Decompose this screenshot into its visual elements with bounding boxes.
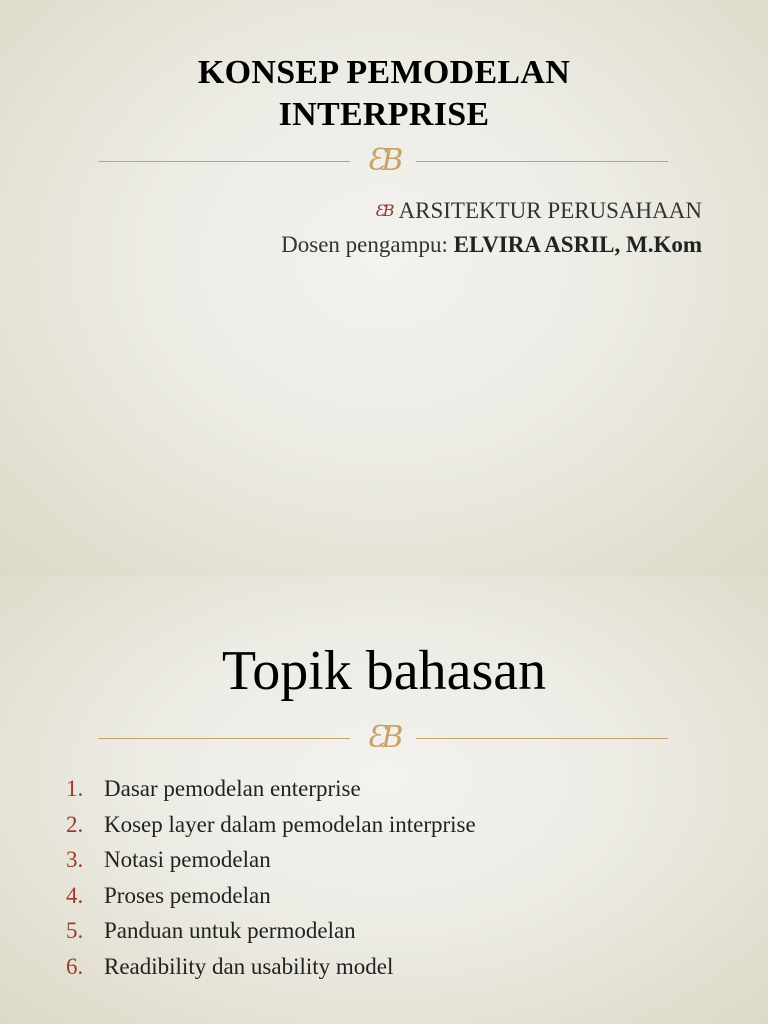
list-item	[66, 771, 726, 807]
slide-title-heading	[0, 52, 768, 136]
list-item	[66, 842, 726, 878]
list-item	[66, 878, 726, 914]
divider-rule-left	[98, 738, 350, 739]
title-line-2: INTERPRISE	[278, 96, 490, 133]
list-item	[66, 807, 726, 843]
list-item-number: 2.	[66, 811, 84, 837]
flourish-icon: ƐВ	[366, 720, 400, 755]
list-item	[66, 949, 726, 985]
title-line-1: KONSEP PEMODELAN	[197, 54, 571, 91]
divider-rule-right	[416, 738, 668, 739]
list-item-text: Readibility dan usability model	[104, 953, 394, 979]
divider-rule-left	[98, 161, 350, 162]
list-item-text: Notasi pemodelan	[104, 847, 271, 873]
list-item-number: 4.	[66, 882, 84, 908]
topics-heading: Topik bahasan	[221, 640, 547, 702]
course-name: ARSITEKTUR PERUSAHAAN	[398, 198, 702, 223]
lecturer-label: Dosen pengampu:	[281, 232, 448, 257]
list-item-number: 5.	[66, 918, 84, 944]
list-item-text: Kosep layer dalam pemodelan interprise	[104, 811, 476, 837]
lecturer-name: ELVIRA ASRIL, M.Kom	[453, 232, 702, 257]
flourish-bullet-icon: ƐВ	[374, 201, 393, 220]
course-line	[281, 194, 702, 228]
title-divider	[98, 143, 668, 178]
topic-list	[66, 771, 726, 985]
topics-divider	[98, 720, 668, 755]
list-item	[66, 913, 726, 949]
list-item-text: Dasar pemodelan enterprise	[104, 776, 361, 801]
slide-subtitle	[281, 194, 702, 262]
divider-rule-right	[416, 161, 668, 162]
list-item-number: 3.	[66, 847, 84, 873]
flourish-icon: ƐВ	[366, 143, 400, 178]
list-item-number: 1.	[66, 776, 84, 801]
list-item-text: Panduan untuk permodelan	[104, 918, 356, 944]
lecturer-line	[281, 228, 702, 262]
list-item-text: Proses pemodelan	[104, 882, 271, 908]
list-item-number: 6.	[66, 953, 84, 979]
